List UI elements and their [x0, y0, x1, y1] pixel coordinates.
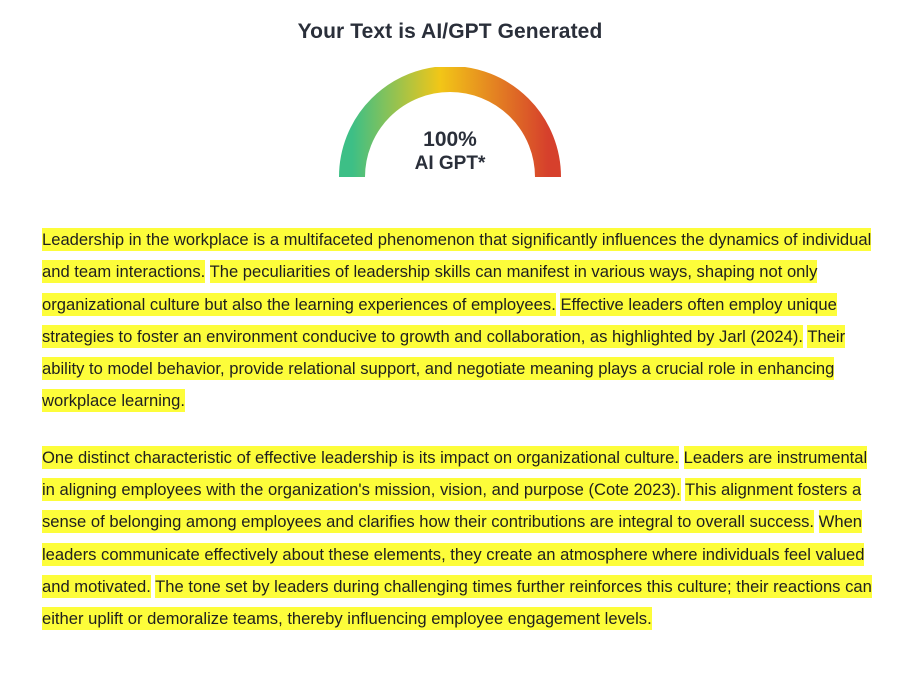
ai-gpt-label: AI GPT* — [414, 153, 486, 174]
highlighted-sentence: One distinct characteristic of effective leadership is its impact on organizational culture. — [42, 447, 680, 467]
paragraph-1 — [42, 224, 872, 418]
gauge-readout — [0, 127, 900, 176]
ai-percent-value: 100% — [423, 128, 477, 151]
highlighted-sentence: Leadership in the workplace is a multifaceted phenomenon that significantly influences the dynamics of individual and team interactions. — [42, 230, 872, 282]
result-title: Your Text is AI/GPT Generated — [297, 20, 603, 43]
highlighted-sentence: This alignment fosters a sense of belonging among employees and clarifies how their contributions are integral to overall success. — [42, 480, 862, 532]
highlighted-sentence: When leaders communicate effectively about these elements, they create an atmosphere where individuals feel valued and motivated. — [42, 512, 865, 596]
analyzed-text — [42, 224, 872, 660]
highlighted-sentence: Effective leaders often employ unique strategies to foster an environment conducive to growth and collaboration, as highlighted by Jarl (2024). — [42, 294, 837, 346]
highlighted-sentence: The peculiarities of leadership skills can manifest in various ways, shaping not only organizational culture but also the learning experiences of employees. — [42, 262, 818, 314]
highlighted-sentence: Leaders are instrumental in aligning employees with the organization's mission, vision, and purpose (Cote 2023). — [42, 447, 868, 500]
highlighted-sentence: The tone set by leaders during challenging times further reinforces this culture; their reactions can either uplift or demoralize teams, thereby influencing employee engagement levels. — [42, 576, 872, 629]
paragraph-2 — [42, 442, 872, 636]
highlighted-sentence: Their ability to model behavior, provide relational support, and negotiate meaning plays a crucial role in enhancing workplace learning. — [42, 326, 846, 411]
